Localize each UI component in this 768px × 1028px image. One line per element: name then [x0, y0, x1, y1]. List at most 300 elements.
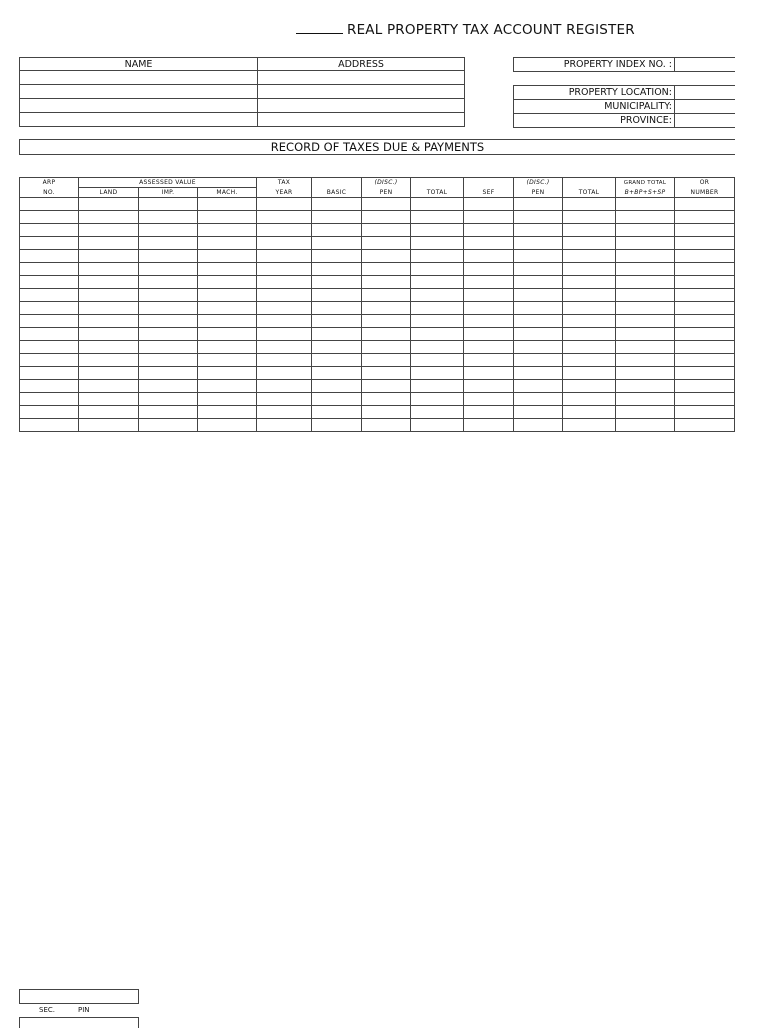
tax-year-cell[interactable] — [257, 302, 312, 315]
sef-cell[interactable] — [464, 419, 514, 432]
or-number-cell[interactable] — [675, 198, 735, 211]
grand-total-cell[interactable] — [616, 250, 675, 263]
page-title — [296, 21, 635, 38]
sef-cell[interactable] — [464, 315, 514, 328]
basic-header-top — [312, 178, 362, 188]
total-cell[interactable] — [563, 328, 616, 341]
total-cell[interactable] — [563, 250, 616, 263]
total-cell[interactable] — [411, 224, 464, 237]
name-cell[interactable] — [20, 99, 258, 113]
record-body — [20, 198, 735, 432]
mach-cell[interactable] — [198, 315, 257, 328]
total-cell[interactable] — [411, 406, 464, 419]
pen-cell[interactable] — [514, 224, 563, 237]
land-cell[interactable] — [79, 211, 139, 224]
mach-cell[interactable] — [198, 250, 257, 263]
basic-cell[interactable] — [312, 250, 362, 263]
grand-total-cell[interactable] — [616, 354, 675, 367]
record-row — [20, 250, 735, 263]
basic-cell[interactable] — [312, 211, 362, 224]
grand-total-cell[interactable] — [616, 315, 675, 328]
sef-cell[interactable] — [464, 328, 514, 341]
total-cell[interactable] — [563, 237, 616, 250]
sef-cell[interactable] — [464, 211, 514, 224]
record-row — [20, 263, 735, 276]
record-row — [20, 198, 735, 211]
sec-label: SEC. — [39, 1006, 55, 1014]
pen-cell[interactable] — [514, 211, 563, 224]
pen-cell[interactable] — [362, 224, 411, 237]
province-field[interactable] — [675, 114, 735, 128]
pen-cell[interactable] — [514, 341, 563, 354]
sef-cell[interactable] — [464, 250, 514, 263]
mach-cell[interactable] — [198, 367, 257, 380]
or-number-cell[interactable] — [675, 393, 735, 406]
pen-header: PEN — [514, 188, 563, 198]
pen-cell[interactable] — [362, 250, 411, 263]
pen-cell[interactable] — [362, 380, 411, 393]
grand-total-cell[interactable] — [616, 393, 675, 406]
land-cell[interactable] — [79, 380, 139, 393]
arp-no-cell[interactable] — [20, 354, 79, 367]
mach-cell[interactable] — [198, 354, 257, 367]
mach-cell[interactable] — [198, 237, 257, 250]
total-cell[interactable] — [563, 341, 616, 354]
basic-cell[interactable] — [312, 263, 362, 276]
grand-total-cell[interactable] — [616, 276, 675, 289]
grand-total-cell[interactable] — [616, 224, 675, 237]
total-cell[interactable] — [411, 289, 464, 302]
record-row — [20, 419, 735, 432]
grand-total-header: GRAND TOTAL — [616, 178, 675, 188]
record-row — [20, 224, 735, 237]
pen-cell[interactable] — [362, 302, 411, 315]
or-number-cell[interactable] — [675, 406, 735, 419]
basic-cell[interactable] — [312, 315, 362, 328]
total-cell[interactable] — [563, 354, 616, 367]
arp-no-cell[interactable] — [20, 237, 79, 250]
arp-no-cell[interactable] — [20, 341, 79, 354]
total-cell[interactable] — [563, 198, 616, 211]
mach-cell[interactable] — [198, 302, 257, 315]
pen-cell[interactable] — [362, 237, 411, 250]
arp-no-cell[interactable] — [20, 380, 79, 393]
tax-year-cell[interactable] — [257, 406, 312, 419]
arp-no-cell[interactable] — [20, 419, 79, 432]
pen-cell[interactable] — [362, 354, 411, 367]
basic-cell[interactable] — [312, 341, 362, 354]
land-cell[interactable] — [79, 250, 139, 263]
total-header-top — [411, 178, 464, 188]
imp-cell[interactable] — [139, 380, 198, 393]
sec-pin-field[interactable] — [19, 1017, 139, 1028]
total-cell[interactable] — [411, 354, 464, 367]
total-cell[interactable] — [411, 250, 464, 263]
pen-cell[interactable] — [514, 406, 563, 419]
total-cell[interactable] — [563, 393, 616, 406]
pen-cell[interactable] — [514, 419, 563, 432]
sef-cell[interactable] — [464, 367, 514, 380]
mach-cell[interactable] — [198, 380, 257, 393]
total-cell[interactable] — [563, 367, 616, 380]
basic-cell[interactable] — [312, 198, 362, 211]
tax-year-cell[interactable] — [257, 224, 312, 237]
total-header-top — [563, 178, 616, 188]
imp-cell[interactable] — [139, 302, 198, 315]
land-cell[interactable] — [79, 367, 139, 380]
assessed-value-header: ASSESSED VALUE — [79, 178, 257, 188]
basic-cell[interactable] — [312, 419, 362, 432]
total-cell[interactable] — [411, 341, 464, 354]
total-cell[interactable] — [411, 237, 464, 250]
imp-cell[interactable] — [139, 198, 198, 211]
arp-no-cell[interactable] — [20, 393, 79, 406]
tax-year-cell[interactable] — [257, 198, 312, 211]
pen-cell[interactable] — [362, 393, 411, 406]
mach-cell[interactable] — [198, 289, 257, 302]
land-cell[interactable] — [79, 276, 139, 289]
total-cell[interactable] — [411, 380, 464, 393]
total-header: TOTAL — [563, 188, 616, 198]
record-row — [20, 237, 735, 250]
total-cell[interactable] — [563, 211, 616, 224]
grand-total-cell[interactable] — [616, 419, 675, 432]
arp-no-cell[interactable] — [20, 367, 79, 380]
record-row — [20, 380, 735, 393]
title-blank-line[interactable] — [296, 21, 343, 34]
name-cell[interactable] — [20, 85, 258, 99]
record-row — [20, 315, 735, 328]
basic-cell[interactable] — [312, 224, 362, 237]
land-cell[interactable] — [79, 237, 139, 250]
total-cell[interactable] — [411, 328, 464, 341]
pen-cell[interactable] — [514, 263, 563, 276]
tax-year-cell[interactable] — [257, 328, 312, 341]
land-cell[interactable] — [79, 406, 139, 419]
imp-cell[interactable] — [139, 237, 198, 250]
sef-cell[interactable] — [464, 393, 514, 406]
or-number-cell[interactable] — [675, 315, 735, 328]
grand-total-cell[interactable] — [616, 198, 675, 211]
land-cell[interactable] — [79, 315, 139, 328]
sef-cell[interactable] — [464, 380, 514, 393]
total-cell[interactable] — [563, 224, 616, 237]
imp-cell[interactable] — [139, 224, 198, 237]
address-cell[interactable] — [258, 113, 465, 127]
imp-cell[interactable] — [139, 289, 198, 302]
arp-no-cell[interactable] — [20, 250, 79, 263]
grand-total-cell[interactable] — [616, 341, 675, 354]
imp-cell[interactable] — [139, 406, 198, 419]
total-cell[interactable] — [563, 276, 616, 289]
or-number-cell[interactable] — [675, 237, 735, 250]
mach-cell[interactable] — [198, 198, 257, 211]
arp-no-cell[interactable] — [20, 406, 79, 419]
sef-cell[interactable] — [464, 302, 514, 315]
grand-total-cell[interactable] — [616, 302, 675, 315]
pen-cell[interactable] — [362, 263, 411, 276]
tax-year-cell[interactable] — [257, 211, 312, 224]
or-number-cell[interactable] — [675, 263, 735, 276]
sec-pin-box[interactable] — [19, 989, 139, 1004]
or-number-header: NUMBER — [675, 188, 735, 198]
tax-year-cell[interactable] — [257, 393, 312, 406]
basic-cell[interactable] — [312, 237, 362, 250]
mach-cell[interactable] — [198, 341, 257, 354]
sef-cell[interactable] — [464, 224, 514, 237]
basic-cell[interactable] — [312, 289, 362, 302]
record-row — [20, 289, 735, 302]
basic-header: BASIC — [312, 188, 362, 198]
sef-cell[interactable] — [464, 406, 514, 419]
mach-cell[interactable] — [198, 211, 257, 224]
property-location-field[interactable] — [675, 86, 735, 100]
record-row — [20, 393, 735, 406]
year-header: YEAR — [257, 188, 312, 198]
land-cell[interactable] — [79, 302, 139, 315]
pen-cell[interactable] — [514, 276, 563, 289]
sef-cell[interactable] — [464, 354, 514, 367]
tax-year-cell[interactable] — [257, 419, 312, 432]
mach-cell[interactable] — [198, 276, 257, 289]
land-cell[interactable] — [79, 393, 139, 406]
mach-header: MACH. — [198, 188, 257, 198]
pen-cell[interactable] — [514, 380, 563, 393]
arp-no-cell[interactable] — [20, 328, 79, 341]
basic-cell[interactable] — [312, 393, 362, 406]
grand-total-cell[interactable] — [616, 263, 675, 276]
basic-cell[interactable] — [312, 328, 362, 341]
land-cell[interactable] — [79, 328, 139, 341]
record-row — [20, 367, 735, 380]
record-title: RECORD OF TAXES DUE & PAYMENTS — [19, 139, 735, 155]
or-number-cell[interactable] — [675, 354, 735, 367]
grand-total-cell[interactable] — [616, 328, 675, 341]
record-row — [20, 354, 735, 367]
imp-cell[interactable] — [139, 328, 198, 341]
grand-total-cell[interactable] — [616, 367, 675, 380]
pen-cell[interactable] — [362, 315, 411, 328]
land-header: LAND — [79, 188, 139, 198]
pen-cell[interactable] — [362, 367, 411, 380]
basic-cell[interactable] — [312, 367, 362, 380]
imp-cell[interactable] — [139, 211, 198, 224]
or-number-cell[interactable] — [675, 367, 735, 380]
tax-year-cell[interactable] — [257, 341, 312, 354]
property-location-table — [513, 85, 735, 128]
record-row — [20, 328, 735, 341]
grand-total-cell[interactable] — [616, 237, 675, 250]
arp-no-cell[interactable] — [20, 276, 79, 289]
total-cell[interactable] — [411, 419, 464, 432]
arp-no-cell[interactable] — [20, 198, 79, 211]
imp-cell[interactable] — [139, 276, 198, 289]
total-cell[interactable] — [411, 211, 464, 224]
pen-cell[interactable] — [362, 406, 411, 419]
or-number-cell[interactable] — [675, 211, 735, 224]
pen-cell[interactable] — [514, 393, 563, 406]
pen-cell[interactable] — [514, 289, 563, 302]
total-cell[interactable] — [411, 276, 464, 289]
total-cell[interactable] — [563, 302, 616, 315]
tax-year-cell[interactable] — [257, 315, 312, 328]
or-number-cell[interactable] — [675, 341, 735, 354]
municipality-label: MUNICIPALITY: — [514, 100, 675, 114]
or-number-cell[interactable] — [675, 419, 735, 432]
mach-cell[interactable] — [198, 224, 257, 237]
pen-cell[interactable] — [514, 302, 563, 315]
pen-cell[interactable] — [514, 315, 563, 328]
or-number-cell[interactable] — [675, 224, 735, 237]
sef-cell[interactable] — [464, 198, 514, 211]
owner-table — [19, 57, 465, 127]
basic-cell[interactable] — [312, 276, 362, 289]
tax-year-cell[interactable] — [257, 367, 312, 380]
sef-cell[interactable] — [464, 341, 514, 354]
imp-cell[interactable] — [139, 419, 198, 432]
record-row — [20, 341, 735, 354]
pen-cell[interactable] — [362, 419, 411, 432]
record-table — [19, 177, 735, 432]
grand-total-cell[interactable] — [616, 406, 675, 419]
tax-year-cell[interactable] — [257, 289, 312, 302]
tax-year-cell[interactable] — [257, 276, 312, 289]
pen-cell[interactable] — [362, 328, 411, 341]
pen-cell[interactable] — [362, 341, 411, 354]
disc-header: (DISC.) — [362, 178, 411, 188]
sef-cell[interactable] — [464, 237, 514, 250]
record-row — [20, 276, 735, 289]
pen-cell[interactable] — [514, 237, 563, 250]
pen-cell[interactable] — [514, 354, 563, 367]
total-cell[interactable] — [411, 263, 464, 276]
imp-cell[interactable] — [139, 341, 198, 354]
sef-header-top — [464, 178, 514, 188]
pen-cell[interactable] — [514, 250, 563, 263]
tax-year-cell[interactable] — [257, 250, 312, 263]
total-cell[interactable] — [563, 289, 616, 302]
imp-cell[interactable] — [139, 315, 198, 328]
or-number-cell[interactable] — [675, 289, 735, 302]
record-row — [20, 406, 735, 419]
total-header: TOTAL — [411, 188, 464, 198]
total-cell[interactable] — [563, 406, 616, 419]
property-index-field[interactable] — [675, 58, 735, 72]
mach-cell[interactable] — [198, 406, 257, 419]
basic-cell[interactable] — [312, 354, 362, 367]
property-index-label: PROPERTY INDEX NO. : — [514, 58, 675, 72]
municipality-field[interactable] — [675, 100, 735, 114]
pin-label: PIN — [78, 1006, 90, 1014]
imp-cell[interactable] — [139, 367, 198, 380]
pen-cell[interactable] — [362, 211, 411, 224]
land-cell[interactable] — [79, 198, 139, 211]
total-cell[interactable] — [563, 419, 616, 432]
name-header: NAME — [20, 58, 258, 71]
arp-header: ARP — [20, 178, 79, 188]
total-cell[interactable] — [411, 302, 464, 315]
arp-no-cell[interactable] — [20, 289, 79, 302]
property-location-label: PROPERTY LOCATION: — [514, 86, 675, 100]
property-index-table — [513, 57, 735, 72]
or-header: OR — [675, 178, 735, 188]
pen-cell[interactable] — [362, 276, 411, 289]
address-cell[interactable] — [258, 99, 465, 113]
tax-year-cell[interactable] — [257, 237, 312, 250]
arp-no-cell[interactable] — [20, 224, 79, 237]
pen-header: PEN — [362, 188, 411, 198]
total-cell[interactable] — [411, 367, 464, 380]
total-cell[interactable] — [411, 198, 464, 211]
land-cell[interactable] — [79, 289, 139, 302]
total-cell[interactable] — [563, 263, 616, 276]
imp-cell[interactable] — [139, 250, 198, 263]
sef-header: SEF — [464, 188, 514, 198]
pen-cell[interactable] — [514, 367, 563, 380]
pen-cell[interactable] — [514, 198, 563, 211]
arp-no-cell[interactable] — [20, 302, 79, 315]
address-cell[interactable] — [258, 85, 465, 99]
total-cell[interactable] — [411, 393, 464, 406]
grand-total-cell[interactable] — [616, 380, 675, 393]
total-cell[interactable] — [411, 315, 464, 328]
arp-no-cell[interactable] — [20, 211, 79, 224]
land-cell[interactable] — [79, 263, 139, 276]
sef-cell[interactable] — [464, 263, 514, 276]
disc-header: (DISC.) — [514, 178, 563, 188]
grand-total-cell[interactable] — [616, 289, 675, 302]
imp-cell[interactable] — [139, 263, 198, 276]
land-cell[interactable] — [79, 419, 139, 432]
land-cell[interactable] — [79, 341, 139, 354]
mach-cell[interactable] — [198, 263, 257, 276]
basic-cell[interactable] — [312, 406, 362, 419]
name-cell[interactable] — [20, 71, 258, 85]
record-row — [20, 302, 735, 315]
sef-cell[interactable] — [464, 289, 514, 302]
or-number-cell[interactable] — [675, 302, 735, 315]
mach-cell[interactable] — [198, 393, 257, 406]
land-cell[interactable] — [79, 354, 139, 367]
pen-cell[interactable] — [362, 198, 411, 211]
or-number-cell[interactable] — [675, 328, 735, 341]
tax-year-cell[interactable] — [257, 263, 312, 276]
mach-cell[interactable] — [198, 419, 257, 432]
name-cell[interactable] — [20, 113, 258, 127]
basic-cell[interactable] — [312, 302, 362, 315]
imp-cell[interactable] — [139, 354, 198, 367]
or-number-cell[interactable] — [675, 250, 735, 263]
total-cell[interactable] — [563, 315, 616, 328]
mach-cell[interactable] — [198, 328, 257, 341]
basic-cell[interactable] — [312, 380, 362, 393]
or-number-cell[interactable] — [675, 380, 735, 393]
pen-cell[interactable] — [362, 289, 411, 302]
land-cell[interactable] — [79, 224, 139, 237]
sef-cell[interactable] — [464, 276, 514, 289]
or-number-cell[interactable] — [675, 276, 735, 289]
tax-year-cell[interactable] — [257, 380, 312, 393]
grand-total-cell[interactable] — [616, 211, 675, 224]
tax-year-cell[interactable] — [257, 354, 312, 367]
grand-formula-header: B+BP+S+SP — [616, 188, 675, 198]
imp-cell[interactable] — [139, 393, 198, 406]
arp-no-cell[interactable] — [20, 263, 79, 276]
pen-cell[interactable] — [514, 328, 563, 341]
arp-no-cell[interactable] — [20, 315, 79, 328]
address-cell[interactable] — [258, 71, 465, 85]
total-cell[interactable] — [563, 380, 616, 393]
